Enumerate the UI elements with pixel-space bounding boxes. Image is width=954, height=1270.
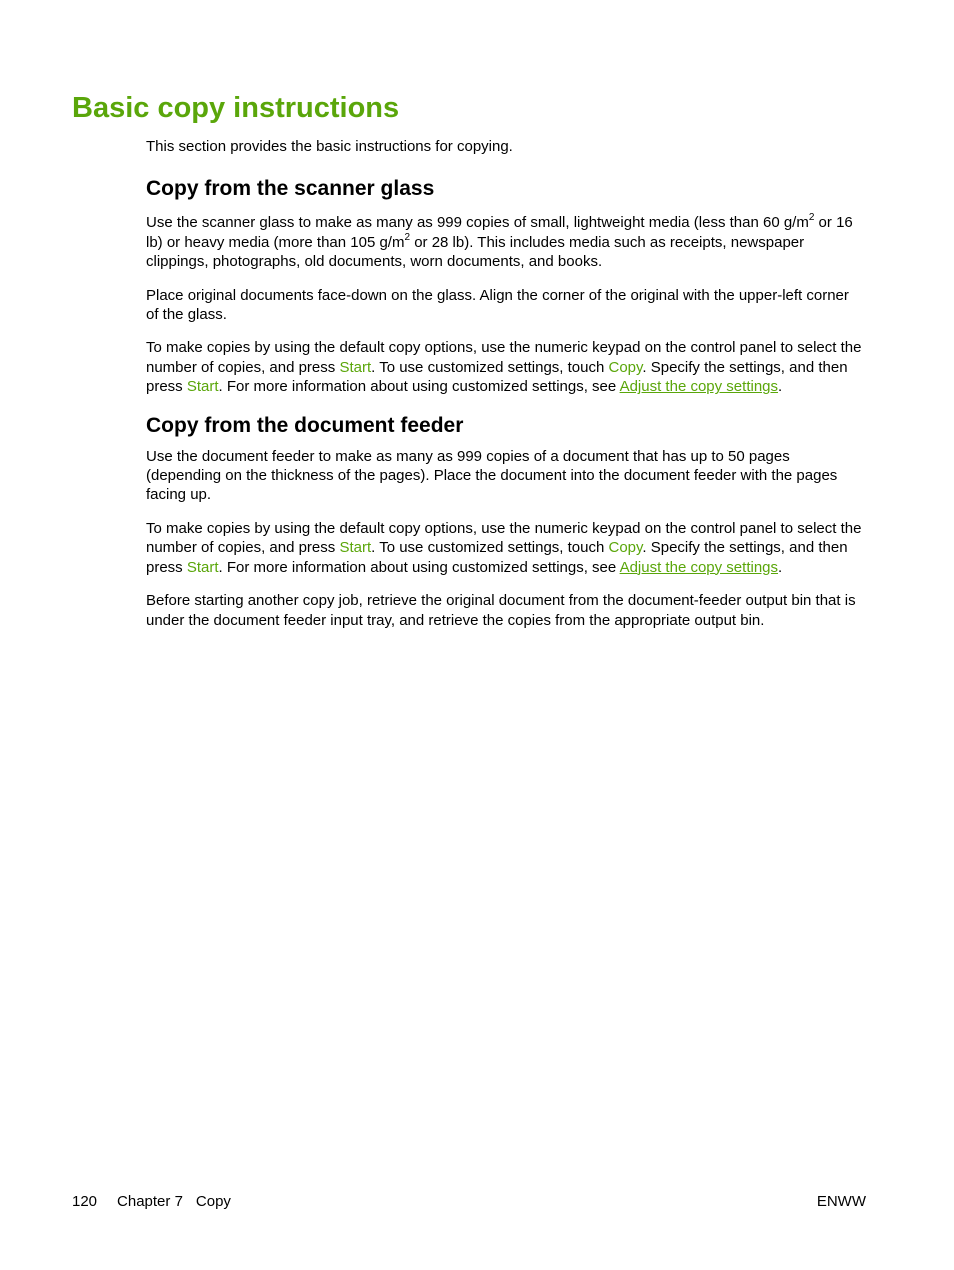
footer-left bbox=[72, 1192, 231, 1211]
text-span: . Specify the settings, and then press bbox=[146, 358, 848, 396]
main-content bbox=[146, 137, 862, 644]
page-title: Basic copy instructions bbox=[72, 92, 400, 124]
text-span: or 16 lb) or heavy media (more than 105 g/m bbox=[146, 214, 853, 251]
heading-scanner-glass: Copy from the scanner glass bbox=[146, 177, 435, 201]
start-button-term: Start bbox=[339, 539, 372, 557]
text-span: . Specify the settings, and then press bbox=[146, 539, 848, 576]
feeder-paragraph-1: Use the document feeder to make as many as 999 copies of a document that has up to 50 pages (depending on the thickness of the pages). Place the document into the document feeder with the pages facing up. bbox=[146, 447, 838, 504]
adjust-copy-settings-link[interactable]: Adjust the copy settings bbox=[619, 558, 779, 576]
copy-button-term: Copy bbox=[608, 539, 643, 557]
glass-paragraph-1 bbox=[146, 213, 862, 271]
text-span: . To use customized settings, touch bbox=[371, 358, 609, 376]
heading-document-feeder: Copy from the document feeder bbox=[146, 413, 464, 437]
footer-section: Copy bbox=[195, 1193, 231, 1210]
footer-right: ENWW bbox=[816, 1193, 866, 1210]
glass-paragraph-2: Place original documents face-down on the glass. Align the corner of the original with the upper-left corner of the glass. bbox=[146, 286, 849, 324]
start-button-term: Start bbox=[186, 558, 219, 576]
glass-paragraph-3 bbox=[146, 338, 862, 396]
text-span: . bbox=[778, 378, 783, 396]
footer-chapter: Chapter 7 bbox=[117, 1193, 183, 1210]
intro-paragraph: This section provides the basic instructions for copying. bbox=[146, 138, 513, 155]
text-span: To make copies by using the default copy options, use the numeric keypad on the control panel to select the number of copies, and press bbox=[146, 339, 862, 376]
text-span: . bbox=[778, 558, 783, 576]
adjust-copy-settings-link[interactable]: Adjust the copy settings bbox=[619, 378, 779, 396]
text-span: . For more information about using customized settings, see bbox=[218, 378, 620, 396]
text-span: . For more information about using customized settings, see bbox=[218, 558, 620, 576]
text-span: To make copies by using the default copy options, use the numeric keypad on the control panel to select the number of copies, and press bbox=[146, 519, 862, 557]
page-number: 120 bbox=[72, 1193, 98, 1210]
start-button-term: Start bbox=[186, 378, 219, 396]
text-span: Use the scanner glass to make as many as 999 copies of small, lightweight media (less than 60 g/m bbox=[146, 214, 809, 232]
feeder-paragraph-2 bbox=[146, 519, 862, 577]
start-button-term: Start bbox=[339, 358, 372, 376]
superscript: 2 bbox=[808, 212, 815, 224]
text-span: . To use customized settings, touch bbox=[371, 539, 609, 557]
superscript: 2 bbox=[404, 231, 411, 243]
feeder-paragraph-3: Before starting another copy job, retrieve the original document from the document-feeder output bin that is under the document feeder input tray, and retrieve the copies from the appropriate output bin. bbox=[146, 592, 856, 629]
copy-button-term: Copy bbox=[608, 358, 643, 376]
text-span: or 28 lb). This includes media such as receipts, newspaper clippings, photographs, old documents, worn documents, and books. bbox=[146, 233, 805, 271]
